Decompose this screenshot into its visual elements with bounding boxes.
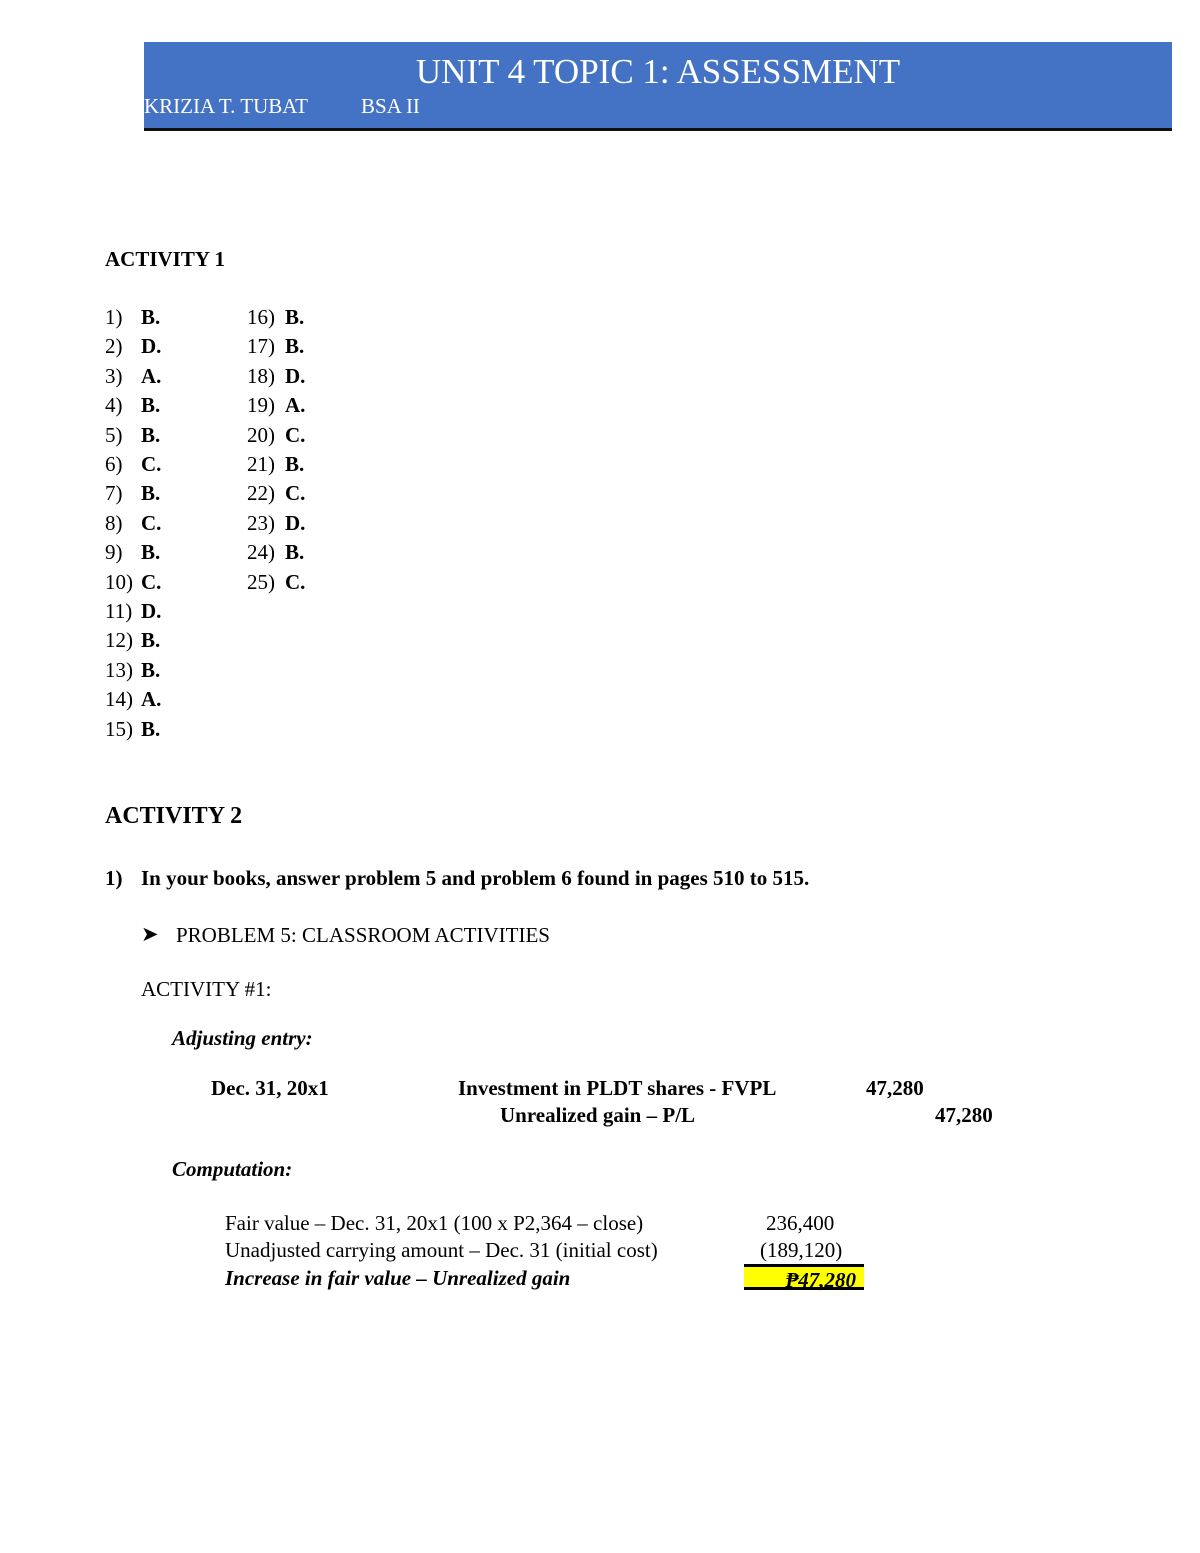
document-title: UNIT 4 TOPIC 1: ASSESSMENT [415, 52, 901, 91]
activity-label: ACTIVITY #1: [141, 977, 272, 1001]
answer-number: 15) [105, 716, 133, 741]
answer-number: 11) [105, 599, 133, 623]
answer-letter: B. [285, 540, 305, 565]
arrow-bullet-icon: ➤ [141, 922, 159, 946]
problem-heading: PROBLEM 5: CLASSROOM ACTIVITIES [176, 923, 550, 947]
answer-number: 8) [105, 510, 123, 535]
answer-number: 22) [247, 481, 275, 506]
computation-line-amount: (189,120) [760, 1238, 843, 1262]
computation-line-label: Unadjusted carrying amount – Dec. 31 (initial cost) [225, 1238, 658, 1262]
answer-number: 17) [247, 334, 275, 359]
answer-number: 23) [247, 510, 275, 535]
computation-label: Computation: [172, 1157, 293, 1181]
answer-letter: B. [285, 305, 305, 329]
question-number: 1) [105, 866, 123, 890]
header-banner [144, 42, 1172, 131]
answer-number: 7) [105, 481, 123, 506]
answer-letter: D. [141, 334, 162, 359]
answer-letter: C. [141, 569, 162, 594]
answer-letter: B. [141, 393, 161, 418]
activity1-heading: ACTIVITY 1 [105, 247, 225, 271]
computation-line-amount: 236,400 [766, 1211, 835, 1235]
answer-letter: B. [141, 657, 161, 682]
answer-letter: C. [141, 452, 162, 476]
activity2-heading: ACTIVITY 2 [105, 803, 243, 829]
answer-number: 14) [105, 687, 133, 712]
answer-number: 25) [247, 569, 275, 594]
answer-letter: B. [141, 422, 161, 447]
credit-amount: 47,280 [935, 1103, 993, 1127]
computation-line-label: Fair value – Dec. 31, 20x1 (100 x P2,364 – close) [225, 1211, 644, 1235]
answer-letter: A. [141, 687, 162, 712]
answer-letter: C. [285, 481, 306, 506]
answer-letter: C. [141, 510, 162, 535]
answer-letter: C. [285, 422, 306, 447]
answer-letter: B. [141, 628, 161, 653]
answer-number: 24) [247, 540, 275, 565]
answer-letter: A. [285, 393, 306, 418]
answer-letter: C. [285, 569, 306, 594]
answer-number: 19) [247, 393, 275, 418]
answer-number: 16) [247, 305, 275, 329]
answer-letter: D. [141, 599, 162, 623]
computation-total-amount: ₱47,280 [744, 1264, 864, 1290]
answer-number: 18) [247, 363, 275, 388]
answer-number: 9) [105, 540, 123, 565]
answer-number: 2) [105, 334, 123, 359]
answer-letter: B. [285, 452, 305, 476]
answer-number: 6) [105, 452, 123, 476]
answer-number: 13) [105, 657, 133, 682]
answer-letter: B. [141, 305, 161, 329]
answer-letter: B. [141, 540, 161, 565]
answer-letter: D. [285, 363, 306, 388]
answer-letter: D. [285, 510, 306, 535]
adjusting-entry-label: Adjusting entry: [172, 1026, 313, 1050]
student-name: KRIZIA T. TUBAT [144, 94, 308, 118]
answer-letter: B. [141, 481, 161, 506]
course: BSA II [361, 94, 420, 118]
answer-letter: A. [141, 363, 162, 388]
answer-letter: B. [285, 334, 305, 359]
answer-number: 4) [105, 393, 123, 418]
answer-number: 12) [105, 628, 133, 653]
answer-number: 20) [247, 422, 275, 447]
debit-account: Investment in PLDT shares - FVPL [458, 1076, 777, 1100]
answer-number: 5) [105, 422, 123, 447]
entry-date: Dec. 31, 20x1 [211, 1076, 329, 1100]
credit-account: Unrealized gain – P/L [500, 1103, 696, 1127]
answer-number: 10) [105, 569, 133, 594]
debit-amount: 47,280 [866, 1076, 924, 1100]
computation-total-label: Increase in fair value – Unrealized gain [225, 1266, 571, 1290]
answer-number: 3) [105, 363, 123, 388]
question-text: In your books, answer problem 5 and problem 6 found in pages 510 to 515. [141, 866, 810, 890]
answer-number: 1) [105, 305, 123, 329]
answer-number: 21) [247, 452, 275, 476]
answer-letter: B. [141, 716, 161, 741]
